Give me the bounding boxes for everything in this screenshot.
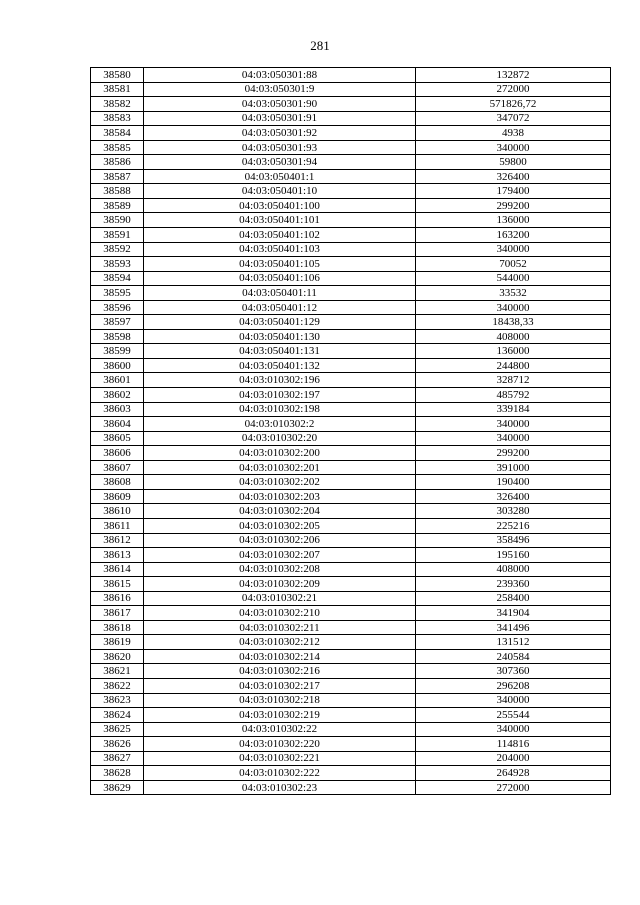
- table-row: [91, 431, 611, 446]
- cadastral-number-cell: 04:03:050301:9: [144, 82, 416, 97]
- table-row: [91, 664, 611, 679]
- value-cell: 307360: [416, 664, 611, 679]
- table-row: [91, 606, 611, 621]
- table-row: [91, 460, 611, 475]
- value-cell: 544000: [416, 271, 611, 286]
- value-cell: 70052: [416, 257, 611, 272]
- row-number-cell: 38605: [91, 431, 144, 446]
- value-cell: 264928: [416, 766, 611, 781]
- value-cell: 244800: [416, 358, 611, 373]
- value-cell: 408000: [416, 562, 611, 577]
- cadastral-number-cell: 04:03:050401:101: [144, 213, 416, 228]
- value-cell: 239360: [416, 577, 611, 592]
- cadastral-number-cell: 04:03:010302:207: [144, 548, 416, 563]
- table-row: [91, 518, 611, 533]
- value-cell: 204000: [416, 751, 611, 766]
- row-number-cell: 38580: [91, 68, 144, 83]
- cadastral-number-cell: 04:03:010302:206: [144, 533, 416, 548]
- cadastral-number-cell: 04:03:010302:208: [144, 562, 416, 577]
- value-cell: 358496: [416, 533, 611, 548]
- value-cell: 59800: [416, 155, 611, 170]
- cadastral-number-cell: 04:03:010302:214: [144, 649, 416, 664]
- table-row: [91, 446, 611, 461]
- cadastral-number-cell: 04:03:050301:90: [144, 97, 416, 112]
- cadastral-number-cell: 04:03:010302:210: [144, 606, 416, 621]
- row-number-cell: 38600: [91, 358, 144, 373]
- cadastral-number-cell: 04:03:010302:23: [144, 780, 416, 795]
- table-row: [91, 373, 611, 388]
- cadastral-number-cell: 04:03:010302:201: [144, 460, 416, 475]
- row-number-cell: 38597: [91, 315, 144, 330]
- table-row: [91, 329, 611, 344]
- table-row: [91, 504, 611, 519]
- table-row: [91, 678, 611, 693]
- row-number-cell: 38609: [91, 489, 144, 504]
- cadastral-number-cell: 04:03:010302:21: [144, 591, 416, 606]
- row-number-cell: 38595: [91, 286, 144, 301]
- row-number-cell: 38596: [91, 300, 144, 315]
- row-number-cell: 38608: [91, 475, 144, 490]
- cadastral-number-cell: 04:03:010302:219: [144, 708, 416, 723]
- value-cell: 132872: [416, 68, 611, 83]
- cadastral-number-cell: 04:03:050401:103: [144, 242, 416, 257]
- cadastral-number-cell: 04:03:010302:220: [144, 737, 416, 752]
- value-cell: 136000: [416, 344, 611, 359]
- table-row: [91, 649, 611, 664]
- row-number-cell: 38604: [91, 417, 144, 432]
- value-cell: 391000: [416, 460, 611, 475]
- value-cell: 272000: [416, 780, 611, 795]
- row-number-cell: 38606: [91, 446, 144, 461]
- cadastral-number-cell: 04:03:050401:11: [144, 286, 416, 301]
- value-cell: 347072: [416, 111, 611, 126]
- value-cell: 340000: [416, 722, 611, 737]
- row-number-cell: 38618: [91, 620, 144, 635]
- cadastral-number-cell: 04:03:010302:205: [144, 518, 416, 533]
- row-number-cell: 38594: [91, 271, 144, 286]
- row-number-cell: 38629: [91, 780, 144, 795]
- cadastral-number-cell: 04:03:010302:204: [144, 504, 416, 519]
- cadastral-number-cell: 04:03:010302:2: [144, 417, 416, 432]
- value-cell: 341496: [416, 620, 611, 635]
- table-row: [91, 780, 611, 795]
- registry-table: [90, 67, 611, 795]
- row-number-cell: 38598: [91, 329, 144, 344]
- row-number-cell: 38615: [91, 577, 144, 592]
- cadastral-number-cell: 04:03:010302:20: [144, 431, 416, 446]
- value-cell: 303280: [416, 504, 611, 519]
- row-number-cell: 38589: [91, 198, 144, 213]
- cadastral-number-cell: 04:03:010302:212: [144, 635, 416, 650]
- row-number-cell: 38611: [91, 518, 144, 533]
- cadastral-number-cell: 04:03:050401:12: [144, 300, 416, 315]
- row-number-cell: 38588: [91, 184, 144, 199]
- cadastral-number-cell: 04:03:010302:196: [144, 373, 416, 388]
- table-row: [91, 184, 611, 199]
- registry-table-body: [91, 68, 611, 795]
- value-cell: 190400: [416, 475, 611, 490]
- table-row: [91, 97, 611, 112]
- table-row: [91, 620, 611, 635]
- table-row: [91, 271, 611, 286]
- row-number-cell: 38613: [91, 548, 144, 563]
- cadastral-number-cell: 04:03:050401:129: [144, 315, 416, 330]
- table-row: [91, 489, 611, 504]
- table-row: [91, 475, 611, 490]
- cadastral-number-cell: 04:03:010302:222: [144, 766, 416, 781]
- table-row: [91, 68, 611, 83]
- value-cell: 328712: [416, 373, 611, 388]
- value-cell: 33532: [416, 286, 611, 301]
- cadastral-number-cell: 04:03:010302:203: [144, 489, 416, 504]
- row-number-cell: 38581: [91, 82, 144, 97]
- table-row: [91, 708, 611, 723]
- table-row: [91, 344, 611, 359]
- table-row: [91, 548, 611, 563]
- cadastral-number-cell: 04:03:010302:217: [144, 678, 416, 693]
- row-number-cell: 38617: [91, 606, 144, 621]
- cadastral-number-cell: 04:03:050301:94: [144, 155, 416, 170]
- table-row: [91, 737, 611, 752]
- value-cell: 341904: [416, 606, 611, 621]
- value-cell: 163200: [416, 228, 611, 243]
- table-row: [91, 635, 611, 650]
- table-row: [91, 300, 611, 315]
- value-cell: 485792: [416, 388, 611, 403]
- value-cell: 179400: [416, 184, 611, 199]
- cadastral-number-cell: 04:03:050401:102: [144, 228, 416, 243]
- value-cell: 299200: [416, 446, 611, 461]
- row-number-cell: 38602: [91, 388, 144, 403]
- cadastral-number-cell: 04:03:050301:93: [144, 140, 416, 155]
- row-number-cell: 38603: [91, 402, 144, 417]
- value-cell: 136000: [416, 213, 611, 228]
- cadastral-number-cell: 04:03:010302:198: [144, 402, 416, 417]
- table-row: [91, 126, 611, 141]
- table-row: [91, 751, 611, 766]
- cadastral-number-cell: 04:03:050401:105: [144, 257, 416, 272]
- row-number-cell: 38601: [91, 373, 144, 388]
- table-row: [91, 562, 611, 577]
- cadastral-number-cell: 04:03:010302:209: [144, 577, 416, 592]
- table-row: [91, 169, 611, 184]
- row-number-cell: 38625: [91, 722, 144, 737]
- row-number-cell: 38616: [91, 591, 144, 606]
- table-row: [91, 82, 611, 97]
- row-number-cell: 38607: [91, 460, 144, 475]
- row-number-cell: 38619: [91, 635, 144, 650]
- row-number-cell: 38599: [91, 344, 144, 359]
- table-row: [91, 213, 611, 228]
- value-cell: 340000: [416, 693, 611, 708]
- cadastral-number-cell: 04:03:010302:202: [144, 475, 416, 490]
- value-cell: 408000: [416, 329, 611, 344]
- row-number-cell: 38620: [91, 649, 144, 664]
- cadastral-number-cell: 04:03:010302:22: [144, 722, 416, 737]
- value-cell: 299200: [416, 198, 611, 213]
- page-number: 281: [310, 38, 330, 53]
- value-cell: 340000: [416, 431, 611, 446]
- table-row: [91, 140, 611, 155]
- value-cell: 114816: [416, 737, 611, 752]
- value-cell: 326400: [416, 489, 611, 504]
- row-number-cell: 38614: [91, 562, 144, 577]
- value-cell: 195160: [416, 548, 611, 563]
- table-row: [91, 533, 611, 548]
- table-row: [91, 257, 611, 272]
- value-cell: 131512: [416, 635, 611, 650]
- row-number-cell: 38591: [91, 228, 144, 243]
- cadastral-number-cell: 04:03:010302:211: [144, 620, 416, 635]
- table-row: [91, 693, 611, 708]
- value-cell: 4938: [416, 126, 611, 141]
- row-number-cell: 38624: [91, 708, 144, 723]
- table-row: [91, 766, 611, 781]
- cadastral-number-cell: 04:03:050401:132: [144, 358, 416, 373]
- table-row: [91, 198, 611, 213]
- cadastral-number-cell: 04:03:050401:100: [144, 198, 416, 213]
- value-cell: 340000: [416, 242, 611, 257]
- cadastral-number-cell: 04:03:050401:1: [144, 169, 416, 184]
- row-number-cell: 38627: [91, 751, 144, 766]
- table-row: [91, 722, 611, 737]
- value-cell: 255544: [416, 708, 611, 723]
- cadastral-number-cell: 04:03:050301:88: [144, 68, 416, 83]
- value-cell: 18438,33: [416, 315, 611, 330]
- table-row: [91, 155, 611, 170]
- row-number-cell: 38592: [91, 242, 144, 257]
- table-row: [91, 358, 611, 373]
- cadastral-number-cell: 04:03:050301:91: [144, 111, 416, 126]
- value-cell: 240584: [416, 649, 611, 664]
- table-row: [91, 286, 611, 301]
- row-number-cell: 38626: [91, 737, 144, 752]
- row-number-cell: 38582: [91, 97, 144, 112]
- cadastral-number-cell: 04:03:010302:218: [144, 693, 416, 708]
- cadastral-number-cell: 04:03:010302:197: [144, 388, 416, 403]
- value-cell: 339184: [416, 402, 611, 417]
- row-number-cell: 38583: [91, 111, 144, 126]
- value-cell: 340000: [416, 417, 611, 432]
- cadastral-number-cell: 04:03:050401:131: [144, 344, 416, 359]
- value-cell: 340000: [416, 140, 611, 155]
- table-row: [91, 228, 611, 243]
- cadastral-number-cell: 04:03:010302:200: [144, 446, 416, 461]
- table-row: [91, 417, 611, 432]
- row-number-cell: 38585: [91, 140, 144, 155]
- row-number-cell: 38587: [91, 169, 144, 184]
- table-row: [91, 388, 611, 403]
- value-cell: 225216: [416, 518, 611, 533]
- row-number-cell: 38584: [91, 126, 144, 141]
- table-row: [91, 111, 611, 126]
- value-cell: 326400: [416, 169, 611, 184]
- row-number-cell: 38623: [91, 693, 144, 708]
- table-row: [91, 242, 611, 257]
- table-row: [91, 577, 611, 592]
- table-row: [91, 591, 611, 606]
- row-number-cell: 38593: [91, 257, 144, 272]
- value-cell: 340000: [416, 300, 611, 315]
- row-number-cell: 38628: [91, 766, 144, 781]
- cadastral-number-cell: 04:03:010302:221: [144, 751, 416, 766]
- table-row: [91, 315, 611, 330]
- table-row: [91, 402, 611, 417]
- value-cell: 296208: [416, 678, 611, 693]
- value-cell: 272000: [416, 82, 611, 97]
- cadastral-number-cell: 04:03:050401:10: [144, 184, 416, 199]
- value-cell: 258400: [416, 591, 611, 606]
- row-number-cell: 38612: [91, 533, 144, 548]
- cadastral-number-cell: 04:03:050401:130: [144, 329, 416, 344]
- value-cell: 571826,72: [416, 97, 611, 112]
- row-number-cell: 38610: [91, 504, 144, 519]
- row-number-cell: 38590: [91, 213, 144, 228]
- cadastral-number-cell: 04:03:050301:92: [144, 126, 416, 141]
- row-number-cell: 38622: [91, 678, 144, 693]
- row-number-cell: 38586: [91, 155, 144, 170]
- cadastral-number-cell: 04:03:010302:216: [144, 664, 416, 679]
- cadastral-number-cell: 04:03:050401:106: [144, 271, 416, 286]
- row-number-cell: 38621: [91, 664, 144, 679]
